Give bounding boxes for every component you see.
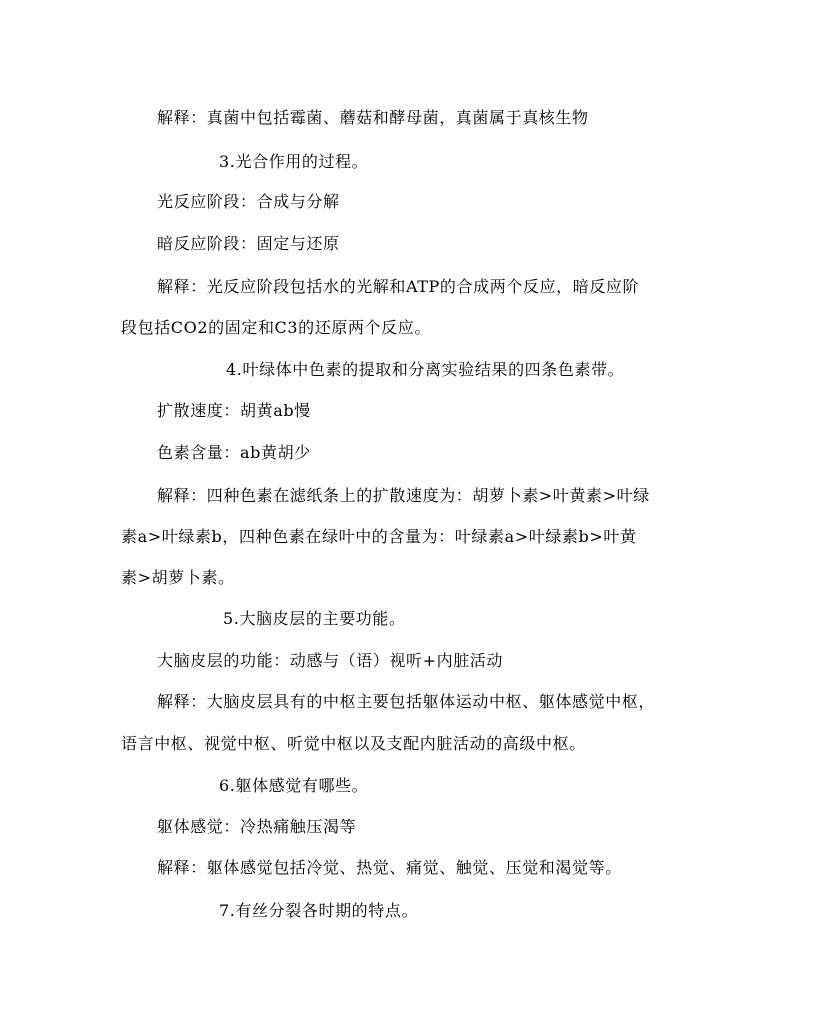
dark-reaction-stage: 暗反应阶段：固定与还原 (157, 234, 340, 253)
explanation-cortex-line1: 解释：大脑皮层具有的中枢主要包括躯体运动中枢、躯体感觉中枢， (157, 692, 656, 711)
pigment-content: 色素含量：ab黄胡少 (157, 443, 311, 462)
explanation-pigments-line2: 素a>叶绿素b，四种色素在绿叶中的含量为：叶绿素a>叶绿素b>叶黄 (121, 527, 637, 546)
heading-mitosis: 7.有丝分裂各时期的特点。 (219, 901, 419, 920)
explanation-fungi: 解释：真菌中包括霉菌、蘑菇和酵母菌，真菌属于真核生物 (157, 108, 589, 127)
heading-somatic-sensation: 6.躯体感觉有哪些。 (219, 776, 369, 795)
explanation-cortex-line2: 语言中枢、视觉中枢、听觉中枢以及支配内脏活动的高级中枢。 (121, 734, 586, 753)
heading-pigment-bands: 4.叶绿体中色素的提取和分离实验结果的四条色素带。 (226, 360, 625, 379)
explanation-somatic-sensation: 解释：躯体感觉包括冷觉、热觉、痛觉、触觉、压觉和渴觉等。 (157, 858, 622, 877)
explanation-pigments-line1: 解释：四种色素在滤纸条上的扩散速度为：胡萝卜素>叶黄素>叶绿 (157, 486, 650, 505)
explanation-photosynthesis-line1: 解释：光反应阶段包括水的光解和ATP的合成两个反应，暗反应阶 (157, 277, 640, 296)
explanation-photosynthesis-line2: 段包括CO2的固定和C3的还原两个反应。 (121, 318, 431, 337)
light-reaction-stage: 光反应阶段：合成与分解 (157, 192, 340, 211)
explanation-pigments-line3: 素>胡萝卜素。 (121, 568, 235, 587)
somatic-sensation: 躯体感觉：冷热痛触压渴等 (157, 817, 357, 836)
diffusion-speed: 扩散速度：胡黄ab慢 (157, 401, 311, 420)
heading-cerebral-cortex: 5.大脑皮层的主要功能。 (223, 609, 406, 628)
heading-photosynthesis: 3.光合作用的过程。 (219, 152, 369, 171)
cerebral-cortex-function: 大脑皮层的功能：动感与（语）视听+内脏活动 (157, 651, 504, 670)
